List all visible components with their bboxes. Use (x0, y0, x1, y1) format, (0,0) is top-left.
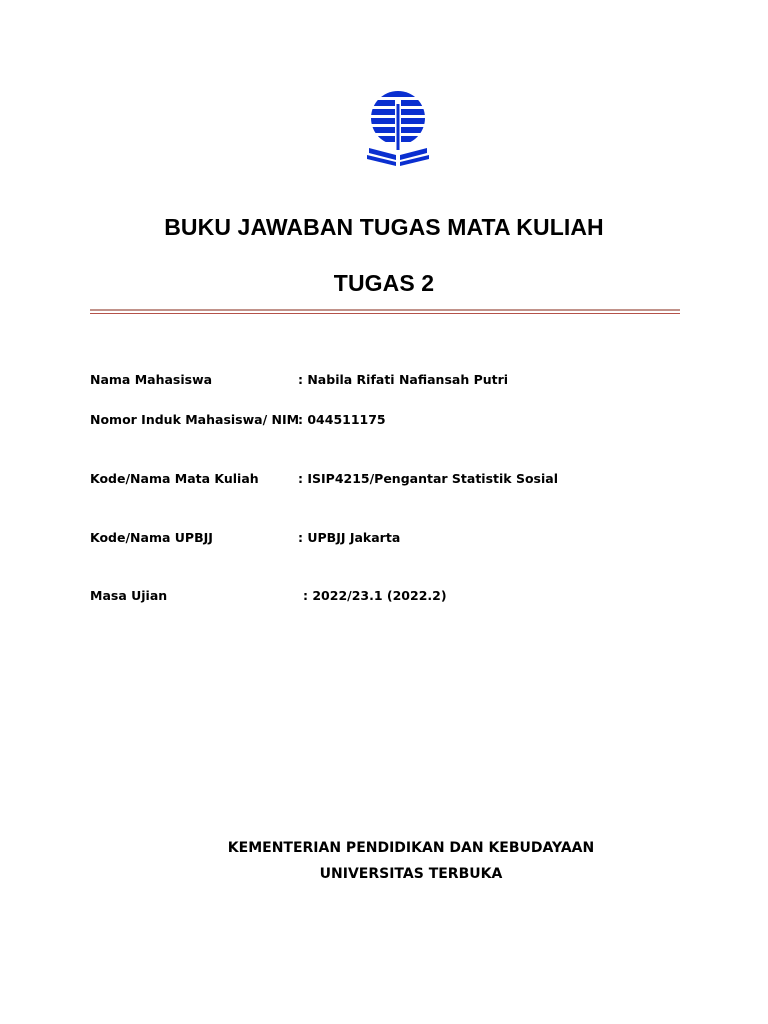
footer-ministry: KEMENTERIAN PENDIDIKAN DAN KEBUDAYAAN (227, 840, 595, 856)
document-subtitle: TUGAS 2 (333, 270, 435, 296)
university-logo-icon (362, 88, 434, 168)
field-value-mata-kuliah: : ISIP4215/Pengantar Statistik Sosial (298, 471, 558, 486)
footer-university: UNIVERSITAS TERBUKA (319, 866, 503, 882)
field-label-nim: Nomor Induk Mahasiswa/ NIM (90, 412, 300, 427)
field-value-masa-ujian: : 2022/23.1 (2022.2) (303, 588, 447, 603)
field-label-nama: Nama Mahasiswa (90, 372, 213, 387)
field-label-upbjj: Kode/Nama UPBJJ (90, 530, 213, 545)
field-value-nim: : 044511175 (298, 412, 386, 427)
field-value-upbjj: : UPBJJ Jakarta (298, 530, 401, 545)
field-label-masa-ujian: Masa Ujian (90, 588, 168, 603)
field-label-mata-kuliah: Kode/Nama Mata Kuliah (90, 471, 259, 486)
divider-line (90, 309, 680, 311)
document-title: BUKU JAWABAN TUGAS MATA KULIAH (164, 214, 604, 240)
divider-line-thin (90, 313, 680, 314)
field-value-nama: : Nabila Rifati Nafiansah Putri (298, 372, 509, 387)
